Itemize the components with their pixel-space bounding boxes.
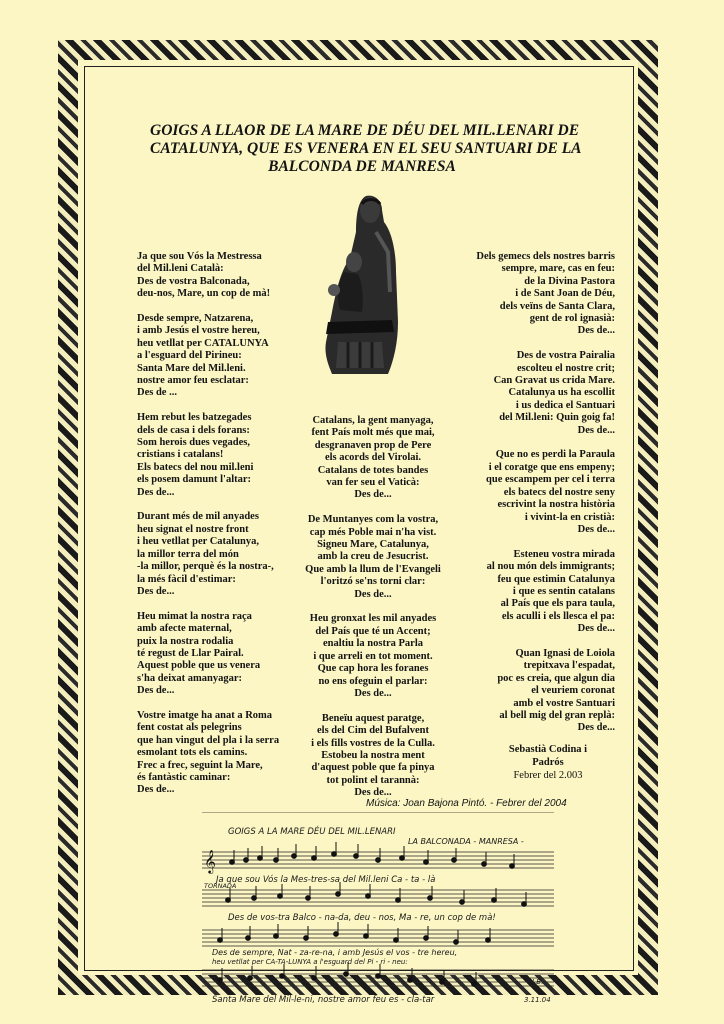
verse-line: els aculli i els llesca el pa: <box>501 610 615 622</box>
score-lyric: heu vetllat per CA-TA-LUNYA a l'esguard del Pi - ri - neu: <box>212 958 408 966</box>
author-signature <box>493 743 603 782</box>
verse-line: Que cap hora les foranes <box>317 663 429 675</box>
score-initials: J.B. <box>532 978 544 986</box>
verse-line: Quan Ignasi de Loiola <box>515 647 615 659</box>
verse-line: Frec a frec, seguint la Mare, <box>137 759 263 771</box>
stanza <box>137 511 312 598</box>
verse-line: i els fills vostres de la Culla. <box>311 737 435 749</box>
verse-line: poc es creia, que algun dia <box>497 672 615 684</box>
verse-line: els batecs del nostre seny <box>503 486 615 498</box>
verse-line: Beneïu aquest paratge, <box>321 712 425 724</box>
verse-line: Hem rebut les batzegades <box>137 412 252 424</box>
verse-line: els del Cim del Bufalvent <box>317 725 429 737</box>
middle-verses-column <box>292 415 454 812</box>
verse-line: del Mil.leni Català: <box>137 263 224 275</box>
page-title <box>150 122 582 176</box>
verse-line: Can Gravat us crida Mare. <box>493 375 615 387</box>
verse-line: Des de... <box>577 623 615 635</box>
verse-line: Ja que sou Vós la Mestressa <box>137 251 262 262</box>
stanza <box>455 648 615 735</box>
stanza <box>292 514 454 601</box>
svg-text:𝄞: 𝄞 <box>204 849 216 873</box>
stanza <box>292 613 454 700</box>
verse-line: els acords del Virolai. <box>324 452 422 464</box>
stanza <box>137 611 312 698</box>
score-lyric: Santa Mare del Mil-le-ni, nostre amor feu es - cla-tar <box>212 995 435 1005</box>
verse-line: Des de ... <box>137 387 177 399</box>
verse-line: Esteneu vostra mirada <box>513 548 615 560</box>
author-name: Sebastià Codina i Padrós <box>508 744 588 768</box>
music-credit: Música: Joan Bajona Pintó. - Febrer del 2004 <box>366 798 567 809</box>
score-lyric: Des de sempre, Nat - za-re-na, i amb Jesús el vos - tre hereu, <box>212 948 458 957</box>
stanza <box>292 415 454 502</box>
verse-line: i us dedica el Santuari <box>515 399 615 411</box>
verse-line: i heu vetllat per Catalunya, <box>137 536 260 548</box>
verse-line: dels de casa i dels forans: <box>137 424 250 436</box>
score-title: GOIGS A LA MARE DÉU DEL MIL.LENARI <box>228 827 396 837</box>
verse-line: Des de... <box>137 486 175 498</box>
left-verses-column <box>137 251 312 809</box>
verse-line: l'oritzó se'ns torni clar: <box>320 576 426 588</box>
verse-line: nostre amor feu esclatar: <box>137 375 249 387</box>
verse-line: Estobeu la nostra ment <box>321 749 425 761</box>
stanza <box>137 412 312 499</box>
verse-line: al bell mig del gran replà: <box>499 709 615 721</box>
verse-line: al nou món dels immigrants; <box>486 561 615 573</box>
verse-line: Dels gemecs dels nostres barris <box>476 251 615 262</box>
verse-line: i que arreli en tot moment. <box>313 650 433 662</box>
stanza <box>137 710 312 797</box>
verse-line: Des de... <box>354 787 392 799</box>
verse-line: Des de... <box>577 424 615 436</box>
verse-line: tot polint el tarannà: <box>326 774 420 786</box>
verse-line: del Mil.leni: Quin goig fa! <box>499 412 615 424</box>
title-line: BALCONDA DE MANRESA <box>268 158 456 175</box>
stanza <box>455 449 615 536</box>
score-tornada-label: TORNADA <box>204 882 237 890</box>
verse-line: deu-nos, Mare, un cop de mà! <box>137 288 271 300</box>
score-lyric: Des de vos-tra Balco - na-da, deu - nos, Ma - re, un cop de mà! <box>228 913 496 923</box>
verse-line: Des de... <box>577 722 615 734</box>
score-subtitle: LA BALCONADA - MANRESA - <box>408 837 524 846</box>
verse-line: Catalans, la gent manyaga, <box>312 415 434 426</box>
virgin-statue-image <box>318 192 400 374</box>
verse-line: desgranaven prop de Pere <box>314 439 432 451</box>
verse-line: cristians i catalans! <box>137 449 224 461</box>
musical-score <box>198 812 558 1012</box>
verse-line: Signeu Mare, Catalunya, <box>317 539 429 551</box>
verse-line: Desde sempre, Natzarena, <box>137 313 254 325</box>
verse-line: Durant més de mil anyades <box>137 511 259 523</box>
verse-line: heu vetllat per CATALUNYA <box>137 337 269 349</box>
author-date: Febrer del 2.003 <box>513 770 583 781</box>
verse-line: De Muntanyes com la vostra, <box>307 514 439 526</box>
verse-line: Des de... <box>137 585 175 597</box>
verse-line: gent de rol ignasià: <box>529 313 615 325</box>
verse-line: la millor terra del món <box>137 548 239 560</box>
verse-line: Aquest poble que us venera <box>137 660 261 672</box>
verse-line: esmolant tots els camins. <box>137 747 248 759</box>
verse-line: del País que té un Accent; <box>315 625 431 637</box>
verse-line: Que no es perdi la Paraula <box>495 449 615 461</box>
verse-line: amb el vostre Santuari <box>513 697 615 709</box>
verse-line: sempre, mare, cas en feu: <box>501 263 615 275</box>
verse-line: heu signat el nostre front <box>137 523 249 535</box>
verse-line: els posem damunt l'altar: <box>137 474 252 486</box>
verse-line: Des de... <box>354 588 392 600</box>
verse-line: i de Sant Joan de Déu, <box>515 288 615 300</box>
verse-line: enaltiu la nostra Parla <box>322 638 424 650</box>
verse-line: feu que estimin Catalunya <box>497 573 615 585</box>
verse-line: que escampem per cel i terra <box>486 474 615 486</box>
verse-line: al País que els para taula, <box>500 598 615 610</box>
stanza <box>137 251 312 301</box>
verse-line: i vivint-la en cristià: <box>524 511 615 523</box>
score-date: 3.11.04 <box>524 996 551 1004</box>
verse-line: trepitxava l'espadat, <box>523 660 615 672</box>
verse-line: Santa Mare del Mil.leni. <box>137 362 246 374</box>
stanza <box>455 251 615 338</box>
verse-line: Vostre imatge ha anat a Roma <box>137 709 273 721</box>
verse-line: Des de... <box>354 687 392 699</box>
stanza <box>137 313 312 400</box>
verse-line: Des de... <box>137 784 175 796</box>
score-lyric: Ja que sou Vós la Mes-tres-sa del Mil.leni Ca - ta - là <box>216 875 436 885</box>
verse-line: i amb Jesús el vostre hereu, <box>137 325 260 337</box>
verse-line: dels veïns de Santa Clara, <box>499 300 615 312</box>
verse-line: escrivint la nostra història <box>497 499 615 511</box>
verse-line: Heu mimat la nostra raça <box>137 610 252 622</box>
verse-line: d'aquest poble que fa pinya <box>311 762 435 774</box>
verse-line: té regust de Llar Pairal. <box>137 647 244 659</box>
verse-line: puix la nostra rodalia <box>137 635 234 647</box>
verse-line: de la Divina Pastora <box>524 275 615 287</box>
verse-line: Que amb la llum de l'Evangeli <box>305 563 441 575</box>
verse-line: Som herois dues vegades, <box>137 437 250 449</box>
verse-line: van fer seu el Vaticà: <box>326 477 420 489</box>
verse-line: Des de vostra Pairalia <box>516 350 615 362</box>
stanza <box>455 350 615 437</box>
verse-line: Des de... <box>137 685 175 697</box>
verse-line: Des de... <box>577 523 615 535</box>
verse-line: s'ha deixat amanyagar: <box>137 672 242 684</box>
stanza <box>455 549 615 636</box>
verse-line: Des de vostra Balconada, <box>137 275 250 287</box>
stanza <box>292 713 454 800</box>
verse-line: a l'esguard del Pirineu: <box>137 350 242 362</box>
right-verses-column <box>455 251 615 747</box>
verse-line: Els batecs del nou mil.leni <box>137 461 254 473</box>
verse-line: no ens ofeguin el parlar: <box>318 675 428 687</box>
title-line: CATALUNYA, QUE ES VENERA EN EL SEU SANTUARI DE LA <box>150 140 582 157</box>
verse-line: i que es sentin catalans <box>512 585 615 597</box>
verse-line: que han vingut del pla i la serra <box>137 734 280 746</box>
verse-line: la més fàcil d'estimar: <box>137 573 236 585</box>
verse-line: Catalunya us ha escollit <box>508 387 615 399</box>
verse-line: cap més Poble mai n'ha vist. <box>309 526 437 538</box>
verse-line: Des de... <box>354 489 392 501</box>
verse-line: Catalans de totes bandes <box>317 464 429 476</box>
verse-line: amb afecte maternal, <box>137 623 232 635</box>
verse-line: Des de... <box>577 325 615 337</box>
verse-line: escolteu el nostre crit; <box>516 362 615 374</box>
verse-line: fent País molt més que mai, <box>311 427 435 439</box>
verse-line: és fantàstic caminar: <box>137 771 231 783</box>
verse-line: el veuriem coronat <box>531 685 615 697</box>
title-line: GOIGS A LLAOR DE LA MARE DE DÉU DEL MIL.LENARI DE <box>150 122 580 139</box>
verse-line: -la millor, perquè és la nostra-, <box>137 561 274 573</box>
verse-line: amb la creu de Jesucrist. <box>317 551 429 563</box>
verse-line: fent costat als pelegrins <box>137 722 242 734</box>
verse-line: Heu gronxat les mil anyades <box>309 613 437 625</box>
verse-line: i el coratge que ens empeny; <box>488 461 615 473</box>
